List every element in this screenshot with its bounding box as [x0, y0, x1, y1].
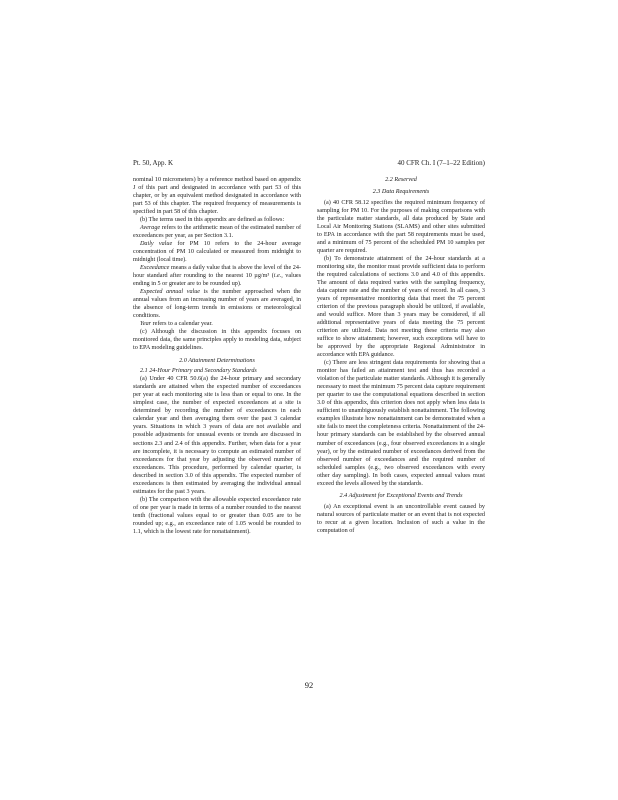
term-year: Year	[140, 321, 152, 328]
section-heading-2-0: 2.0 Attainment Determinations	[179, 358, 255, 365]
definition-average	[133, 224, 301, 240]
definition-exceedance-text-a: means a daily value that is above the level of the 24-hour standard after rounding to the nearest 10 µg/m³ (	[133, 265, 301, 280]
paragraph-continued: nominal 10 micrometers) by a reference method based on appendix J of this part and designated in accordance with part 53 of this chapter, or by an equivalent method designated in accordance with part 53 of this chapter. The required frequency of measurements is specified in part 58 of this chapter.	[133, 177, 301, 216]
paragraph-2-3-a: (a) 40 CFR 58.12 specifies the required minimum frequency of sampling for PM 10. For the purposes of making comparisons with the particulate matter standards, all data produced by State and Local Air Monitoring Stations (SLAMS) and other sites submitted to EPA in accordance with the part 58 requirements must be used, and a minimum of 75 percent of the scheduled PM 10 samples per quarter are required.	[317, 200, 485, 255]
paragraph-2-1-a: (a) Under 40 CFR 50.6(a) the 24-hour primary and secondary standards are attained when the expected number of exceedances per year at each monitoring site is less than or equal to one. In the simplest case, the number of expected exceedances at a site is determined by recording the number of exceedances in each calendar year and then averaging them over the past 3 calendar years. Situations in which 3 years of data are not available and possible adjustments for unusual events or trends are discussed in sections 2.3 and 2.4 of this appendix. Further, when data for a year are incomplete, it is necessary to compute an estimated number of exceedances for that year by adjusting the observed number of exceedances. This procedure, performed by calendar quarter, is described in section 3.0 of this appendix. The expected number of exceedances is then estimated by averaging the individual annual estimates for the past 3 years.	[133, 376, 301, 495]
definition-year	[133, 320, 301, 328]
paragraph-2-3-b: (b) To demonstrate attainment of the 24-hour standards at a monitoring site, the monitor must provide sufficient data to perform the required calculations of sections 3.0 and 4.0 of this appendix. The amount of data required varies with the sampling frequency, data capture rate and the number of years of record. In all cases, 3 years of representative monitoring data that meet the 75 percent criterion of the previous paragraph should be utilized, if available, and would suffice. More than 3 years may be considered, if all additional representative years of data meeting the 75 percent criterion are utilized. Data not meeting these criteria may also suffice to show attainment; however, such exceptions will have to be approved by the appropriate Regional Administrator in accordance with EPA guidance.	[317, 256, 485, 359]
section-heading-2-1: 2.1 24-Hour Primary and Secondary Standards	[140, 368, 257, 375]
paragraph-2-4-a: (a) An exceptional event is an uncontrollable event caused by natural sources of particulate matter or an event that is not expected to recur at a given location. Inclusion of such a value in the computation of	[317, 503, 485, 534]
definition-daily-value-text: for PM 10 refers to the 24-hour average concentration of PM 10 calculated or measured from midnight to midnight (local time).	[133, 241, 301, 264]
definition-year-text: refers to a calendar year.	[151, 321, 213, 328]
term-exceedance: Exceedance	[140, 265, 170, 272]
term-daily-value: Daily value	[140, 241, 173, 248]
running-header-right: 40 CFR Ch. I (7–1–22 Edition)	[397, 159, 485, 167]
paragraph-c: (c) Although the discussion in this appendix focuses on monitored data, the same principles apply to modeling data, subject to EPA modeling guidelines.	[133, 329, 301, 352]
section-heading-2-2: 2.2 Reserved	[385, 177, 417, 183]
definition-expected-annual-value-text: is the number approached when the annual values from an increasing number of years are averaged, in the absence of long-term trends in emissions or meteorological conditions.	[133, 289, 301, 320]
paragraph-2-1-b: (b) The comparison with the allowable expected exceedance rate of one per year is made in terms of a number rounded to the nearest tenth (fractional values equal to or greater than 0.05 are to be rounded up; e.g., an exceedance rate of 1.05 would be rounded to 1.1, which is the lowest rate for nonattainment).	[133, 496, 301, 535]
section-heading-2-3: 2.3 Data Requirements	[372, 189, 430, 196]
definition-daily-value	[133, 240, 301, 264]
left-column	[133, 176, 301, 536]
section-heading-2-4: 2.4 Adjustment for Exceptional Events and Trends	[339, 492, 463, 499]
term-expected-annual-value: Expected annual value	[140, 289, 201, 296]
ie-abbrev: i.e.,	[273, 273, 283, 280]
definition-exceedance	[133, 264, 301, 288]
paragraph-b: (b) The terms used in this appendix are defined as follows:	[140, 217, 285, 224]
definition-expected-annual-value	[133, 288, 301, 320]
right-column	[317, 176, 485, 535]
page-number: 92	[304, 680, 314, 690]
definition-exceedance-text-b: values ending in 5 or greater are to be rounded up).	[133, 273, 301, 288]
definition-average-text: refers to the arithmetic mean of the estimated number of exceedances per year, as per Section 3.1.	[133, 225, 301, 240]
running-header-left: Pt. 50, App. K	[133, 159, 174, 167]
term-average: Average	[140, 225, 161, 232]
paragraph-2-3-c: (c) There are less stringent data requirements for showing that a monitor has failed an attainment test and thus has recorded a violation of the particulate matter standards. Although it is generally necessary to meet the minimum 75 percent data capture requirement per quarter to use the computational equations described in section 3.0 of this appendix, this criterion does not apply when less data is sufficient to unambiguously establish nonattainment. The following examples illustrate how nonattainment can be demonstrated when a site fails to meet the completeness criteria. Nonattainment of the 24-hour primary standards can be established by the observed annual number of exceedances (e.g., four observed exceedances in a single year), or by the estimated number of exceedances derived from the observed number of exceedances and the required number of scheduled samples (e.g., two observed exceedances with every other day sampling). In both cases, expected annual values must exceed the levels allowed by the standards.	[317, 360, 485, 487]
